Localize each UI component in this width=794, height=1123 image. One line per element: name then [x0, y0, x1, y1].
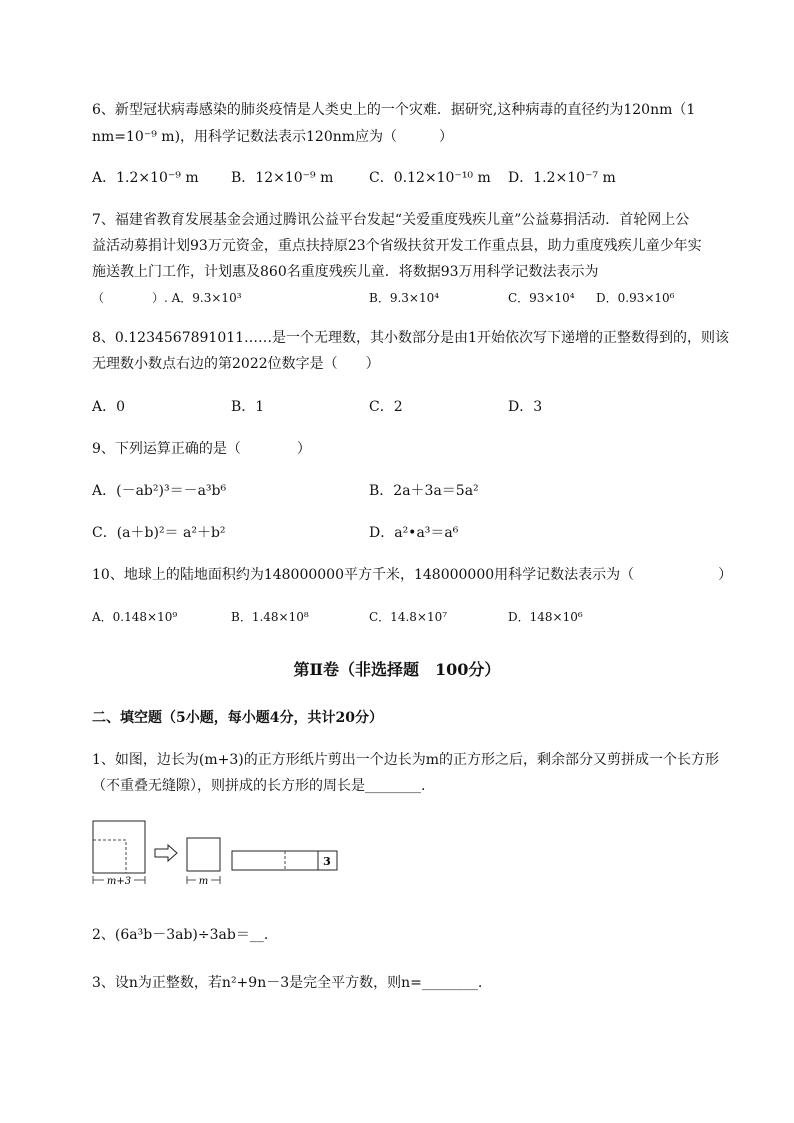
- q9-option-b: B．2a＋3a＝5a²: [369, 483, 479, 499]
- q8-option-c: C．2: [369, 399, 403, 415]
- part2-section-heading: 二、填空题（5小题，每小题4分，共计20分）: [92, 710, 383, 726]
- q9-option-d: D．a²•a³＝a⁶: [369, 525, 459, 541]
- q10-option-c: C．14.8×10⁷: [369, 610, 448, 624]
- small-square: [187, 838, 220, 871]
- square-cut-figure: [92, 820, 342, 890]
- q9-option-a: A．(－ab²)³＝－a³b⁶: [92, 483, 227, 499]
- q9-option-c: C．(a＋b)²＝ a²＋b²: [92, 525, 226, 541]
- q6-option-d: D．1.2×10⁻⁷ m: [508, 170, 616, 186]
- q8-option-d: D．3: [508, 399, 543, 415]
- q7-line-3: 施送教上门工作，计划惠及860名重度残疾儿童．将数据93万用科学记数法表示为: [92, 264, 599, 280]
- q10-option-a: A．0.148×10⁹: [92, 610, 178, 624]
- q6-line-1: 6、新型冠状病毒感染的肺炎疫情是人类史上的一个灾难．据研究,这种病毒的直径约为120nm（1: [92, 102, 696, 118]
- q8-line-2: 无理数小数点右边的第2022位数字是（ ）: [92, 356, 380, 372]
- q7-line-2: 益活动募捐计划93万元资金，重点扶持原23个省级扶贫开发工作重点县，助力重度残疾儿童少年实: [92, 238, 702, 254]
- q10-option-d: D．148×10⁶: [508, 610, 583, 624]
- q8-option-a: A．0: [92, 399, 126, 415]
- q7-line-1: 7、福建省教育发展基金会通过腾讯公益平台发起“关爱重度残疾儿童”公益募捐活动．首轮网上公: [92, 212, 690, 228]
- big-square: [93, 821, 145, 873]
- arrow-right-icon: [155, 845, 177, 861]
- q8-line-1: 8、0.1234567891011……是一个无理数，其小数部分是由1开始依次写下递增的正整数得到的，则该: [92, 330, 729, 346]
- q6-line-2: nm=10⁻⁹ m)，用科学记数法表示120nm应为（ ）: [92, 129, 454, 145]
- q6-option-b: B．12×10⁻⁹ m: [231, 170, 334, 186]
- q7-option-d: D．0.93×10⁶: [596, 291, 675, 305]
- f2-line-1: 2、(6a³b－3ab)÷3ab＝__.: [92, 927, 269, 943]
- f1-line-2: （不重叠无缝隙），则拼成的长方形的周长是________.: [92, 778, 426, 794]
- q6-option-a: A．1.2×10⁻⁹ m: [92, 170, 199, 186]
- q6-option-c: C．0.12×10⁻¹⁰ m: [369, 170, 491, 186]
- rect-width-label: 3: [323, 855, 331, 868]
- q7-option-c: C．93×10⁴: [508, 291, 575, 305]
- inner-cut-dashed: [93, 840, 126, 873]
- f3-line-1: 3、设n为正整数，若n²+9n－3是完全平方数，则n=________.: [92, 975, 483, 991]
- q10-option-b: B．1.48×10⁸: [231, 610, 309, 624]
- f1-line-1: 1、如图，边长为(m+3)的正方形纸片剪出一个边长为m的正方形之后，剩余部分又剪拼成一个长方形: [92, 752, 720, 768]
- big-square-label: m+3: [106, 876, 132, 887]
- small-square-label: m: [198, 876, 209, 887]
- q8-option-b: B．1: [231, 399, 265, 415]
- part2-title: 第Ⅱ卷（非选择题 100分）: [293, 660, 501, 679]
- q7-line-4-option-a: （ ）. A．9.3×10³: [92, 291, 242, 305]
- q10-line-1: 10、地球上的陆地面积约为148000000平方千米，148000000用科学记数法表示为（ ）: [92, 567, 733, 583]
- q9-line-1: 9、下列运算正确的是（ ）: [92, 441, 311, 457]
- q7-option-b: B．9.3×10⁴: [369, 291, 440, 305]
